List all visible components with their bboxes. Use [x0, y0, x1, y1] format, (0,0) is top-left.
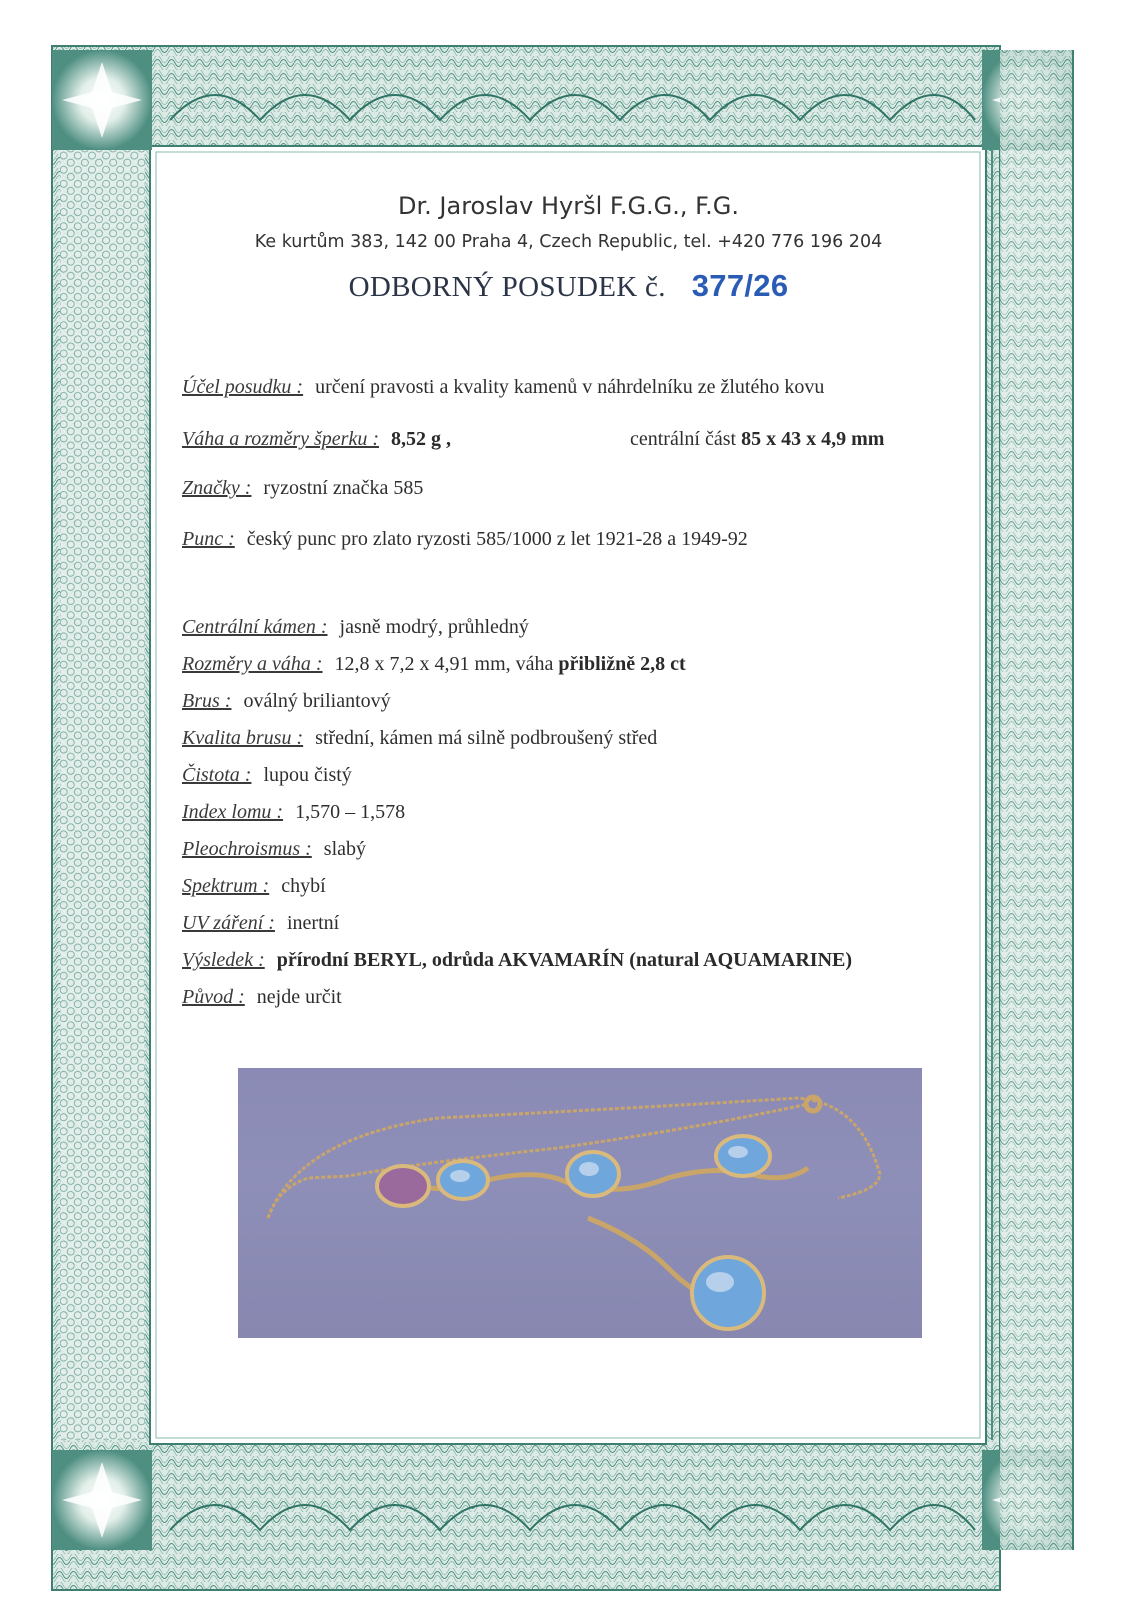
pleochroism-value: slabý: [323, 838, 367, 860]
dimensions-row: [182, 653, 686, 676]
uv-value: inertní: [286, 912, 340, 934]
central-part-value: 85 x 43 x 4,9 mm: [741, 428, 885, 450]
purpose-value: určení pravosti a kvality kamenů v náhrdelníku ze žlutého kovu: [315, 376, 825, 398]
cut-quality-value: střední, kámen má silně podbroušený střed: [315, 727, 658, 749]
purpose-row: [182, 376, 824, 399]
hallmark-row: [182, 528, 748, 551]
title-text: ODBORNÝ POSUDEK č.: [348, 271, 666, 303]
central-part: [630, 428, 884, 451]
cut-label: Brus :: [182, 690, 232, 712]
hallmark-label: Punc :: [182, 528, 235, 550]
marks-value: ryzostní značka 585: [263, 477, 424, 499]
dimensions-value: 12,8 x 7,2 x 4,91 mm, váha: [334, 653, 554, 675]
origin-value: nejde určit: [256, 986, 342, 1008]
weight-label: Váha a rozměry šperku :: [182, 428, 380, 450]
spectrum-value: chybí: [281, 875, 326, 897]
carat-value: přibližně 2,8 ct: [558, 653, 686, 675]
spectrum-row: [182, 875, 326, 898]
hallmark-value: český punc pro zlato ryzosti 585/1000 z let 1921-28 a 1949-92: [246, 528, 748, 550]
weight-row: [182, 428, 922, 451]
cut-value: oválný briliantový: [243, 690, 391, 712]
issuer-address: Ke kurtům 383, 142 00 Praha 4, Czech Republic, tel. +420 776 196 204: [254, 232, 883, 252]
clarity-label: Čistota :: [182, 764, 252, 786]
spectrum-label: Spektrum :: [182, 875, 270, 897]
document-title: [0, 268, 1137, 304]
marks-label: Značky :: [182, 477, 252, 499]
central-part-label: centrální část: [630, 428, 737, 450]
refractive-index-value: 1,570 – 1,578: [295, 801, 406, 823]
refractive-index-label: Index lomu :: [182, 801, 284, 823]
refractive-index-row: [182, 801, 405, 824]
necklace-illustration: [238, 1068, 922, 1338]
dimensions-label: Rozměry a váha :: [182, 653, 323, 675]
issuer-name: Dr. Jaroslav Hyršl F.G.G., F.G.: [398, 192, 739, 220]
clarity-row: [182, 764, 352, 787]
uv-label: UV záření :: [182, 912, 275, 934]
origin-label: Původ :: [182, 986, 245, 1008]
stone-row: [182, 616, 529, 639]
pleochroism-label: Pleochroismus :: [182, 838, 312, 860]
cut-quality-label: Kvalita brusu :: [182, 727, 304, 749]
result-row: [182, 949, 852, 972]
purpose-label: Účel posudku :: [182, 376, 304, 398]
clarity-value: lupou čistý: [263, 764, 352, 786]
stone-label: Centrální kámen :: [182, 616, 328, 638]
cut-quality-row: [182, 727, 657, 750]
marks-row: [182, 477, 423, 500]
result-value: přírodní BERYL, odrůda AKVAMARÍN (natural AQUAMARINE): [276, 949, 853, 971]
origin-row: [182, 986, 342, 1009]
uv-row: [182, 912, 339, 935]
necklace-photo: [238, 1068, 922, 1338]
cut-row: [182, 690, 391, 713]
result-label: Výsledek :: [182, 949, 265, 971]
pleochroism-row: [182, 838, 366, 861]
certificate-number: 377/26: [691, 268, 789, 303]
stone-value: jasně modrý, průhledný: [339, 616, 529, 638]
weight-value: 8,52 g ,: [391, 428, 452, 450]
